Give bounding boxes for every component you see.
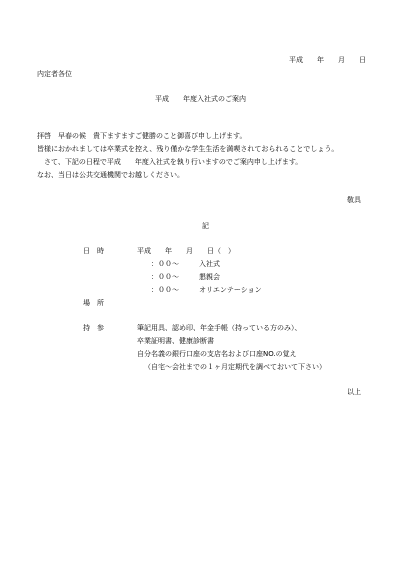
- schedule-time-1: ：００～: [151, 260, 179, 268]
- ki-heading: 記: [202, 222, 209, 230]
- body-line-2: 皆様におかれましては卒業式を控え、残り僅かな学生生活を満喫されておられることでしょう。: [37, 145, 339, 153]
- schedule-event-3: オリエンテーション: [199, 286, 262, 294]
- schedule-time-2: ：００～: [151, 273, 179, 281]
- belongings-label: 持 参: [83, 324, 104, 332]
- date-line: 平成 年 月 日: [289, 56, 366, 64]
- belongings-item-2: 卒業証明書、健康診断書: [137, 337, 214, 345]
- body-line-3: さて、下記の日程で平成 年度入社式を執り行いますのでご案内申し上げます。: [37, 158, 303, 166]
- body-line-4: なお、当日は公共交通機関でお越しください。: [37, 171, 184, 179]
- schedule-event-2: 懇親会: [199, 273, 220, 281]
- document-title: 平成 年度入社式のご案内: [155, 95, 246, 103]
- belongings-item-1: 筆記用具、認め印、年金手帳（持っている方のみ）、: [137, 324, 302, 332]
- schedule-event-1: 入社式: [199, 260, 220, 268]
- place-label: 場 所: [83, 299, 104, 307]
- recipient: 内定者各位: [37, 70, 72, 78]
- closing-keigu: 敬具: [347, 196, 361, 204]
- belongings-item-4: （自宅～会社までの１ヶ月定期代を調べておいて下さい）: [144, 363, 326, 371]
- datetime-label: 日 時: [83, 247, 104, 255]
- end-mark-ijou: 以上: [347, 388, 361, 396]
- greeting-line: 拝啓 早春の候 貴下ますますご健勝のこと御喜び申し上げます。: [37, 132, 247, 140]
- datetime-date: 平成 年 月 日（ ）: [137, 247, 235, 255]
- schedule-time-3: ：００～: [151, 286, 179, 294]
- belongings-item-3: 自分名義の銀行口座の支店名および口座NO.の覚え: [137, 350, 297, 358]
